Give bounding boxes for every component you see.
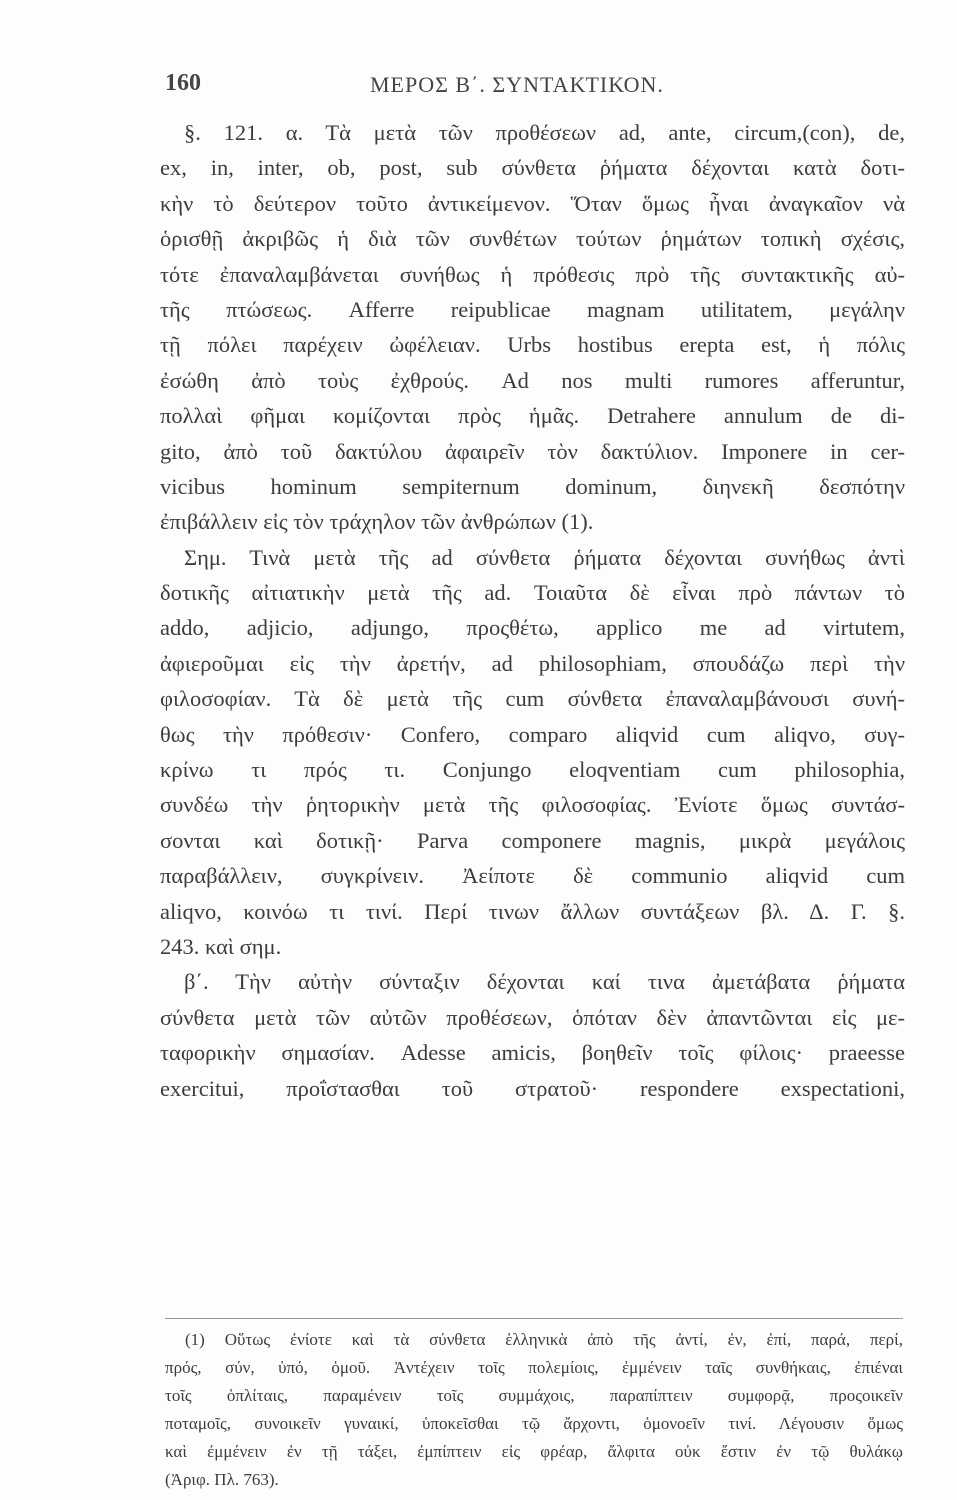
text-line: β΄. Τὴν αὐτὴν σύνταξιν δέχονται καί τινα ἀμετάβατα ῥήματα xyxy=(184,969,905,995)
text-line: 243. καὶ σημ. xyxy=(160,933,282,959)
text-line: τῇ πόλει παρέχειν ὠφέλειαν. Urbs hostibus erepta est, ἡ πόλις xyxy=(160,332,905,358)
text-line: δοτικῆς αἰτιατικὴν μετὰ τῆς ad. Τοιαῦτα δὲ εἶναι πρὸ πάντων τὸ xyxy=(160,580,905,606)
text-line: ἐσώθη ἀπὸ τοὺς ἐχθρούς. Ad nos multi rumores afferuntur, xyxy=(160,367,905,393)
footnote-line: ποταμοῖς, συνοικεῖν γυναικί, ὑποκεῖσθαι τῷ ἄρχοντι, ὁμονοεῖν τινί. Λέγουσιν ὅμως xyxy=(165,1414,903,1433)
text-line: ταφορικὴν σημασίαν. Adesse amicis, βοηθεῖν τοῖς φίλοις· praeesse xyxy=(160,1040,905,1066)
text-line: κὴν τὸ δεύτερον τοῦτο ἀντικείμενον. Ὅταν ὅμως ἦναι ἀναγκαῖον νὰ xyxy=(160,190,905,216)
text-line: addo, adjicio, adjungo, προςθέτω, applico me ad virtutem, xyxy=(160,615,905,641)
text-line: κρίνω τι πρός τι. Conjungo eloqventiam cum philosophia, xyxy=(160,757,905,783)
text-line: συνδέω τὴν ῥητορικὴν μετὰ τῆς φιλοσοφίας. Ἐνίοτε ὅμως συντάσ- xyxy=(160,792,905,818)
text-line: παραβάλλειν, συγκρίνειν. Ἀείποτε δὲ communio aliqvid cum xyxy=(160,863,905,889)
text-line: ὁρισθῇ ἀκριβῶς ἡ διὰ τῶν συνθέτων τούτων ῥημάτων τοπικὴ σχέσις, xyxy=(160,226,905,252)
text-line: σύνθετα μετὰ τῶν αὐτῶν προθέσεων, ὁπόταν δὲν ἀπαντῶνται εἰς με- xyxy=(160,1004,905,1030)
footnote-line: πρός, σύν, ὑπό, ὁμοῦ. Ἀντέχειν τοῖς πολεμίοις, ἐμμένειν ταῖς συνθήκαις, ἐπιέναι xyxy=(165,1358,903,1377)
running-head: ΜΕΡΟΣ Β΄. ΣΥΝΤΑΚΤΙΚΟΝ. xyxy=(370,72,664,97)
text-line: φιλοσοφίαν. Τὰ δὲ μετὰ τῆς cum σύνθετα ἐπαναλαμβάνουσι συνή- xyxy=(160,686,905,712)
text-line: θως τὴν πρόθεσιν· Confero, comparo aliqvid cum aliqvo, συγ- xyxy=(160,721,905,747)
text-line: §. 121. α. Τὰ μετὰ τῶν προθέσεων ad, ante, circum,(con), de, xyxy=(184,120,905,145)
text-line: τότε ἐπαναλαμβάνεται συνήθως ἡ πρόθεσις πρὸ τῆς συντακτικῆς αὐ- xyxy=(160,261,905,287)
footnotes xyxy=(165,1326,903,1494)
footnote-line: καὶ ἐμμένειν ἐν τῇ τάξει, ἐμπίπτειν εἰς φρέαρ, ἄλφιτα οὐκ ἔστιν ἐν τῷ θυλάκῳ xyxy=(165,1442,903,1461)
text-line: ex, in, inter, ob, post, sub σύνθετα ῥήματα δέχονται κατὰ δοτι- xyxy=(160,155,905,181)
page-header xyxy=(165,70,905,104)
text-line: ἐπιβάλλειν εἰς τὸν τράχηλον τῶν ἀνθρώπων (1). xyxy=(160,509,594,535)
text-line: ἀφιεροῦμαι εἰς τὴν ἀρετήν, ad philosophiam, σπουδάζω περὶ τὴν xyxy=(160,650,905,676)
text-line: Σημ. Τινὰ μετὰ τῆς ad σύνθετα ῥήματα δέχονται συνήθως ἀντὶ xyxy=(184,544,905,570)
text-line: πολλαὶ φῆμαι κομίζονται πρὸς ἡμᾶς. Detrahere annulum de di- xyxy=(160,403,905,429)
text-line: τῆς πτώσεως. Afferre reipublicae magnam utilitatem, μεγάλην xyxy=(160,296,905,322)
text-line: σονται καὶ δοτικῇ· Parva componere magnis, μικρὰ μεγάλοις xyxy=(160,827,905,853)
text-line: gito, ἀπὸ τοῦ δακτύλου ἀφαιρεῖν τὸν δακτύλιον. Imponere in cer- xyxy=(160,438,905,464)
footnote-line: τοῖς ὁπλίταις, παραμένειν τοῖς συμμάχοις, παραπίπτειν συμφορᾷ, προςοικεῖν xyxy=(165,1386,903,1405)
footnote-line: (1) Οὕτως ἐνίοτε καὶ τὰ σύνθετα ἑλληνικὰ ἀπὸ τῆς ἀντί, ἐν, ἐπί, παρά, περί, xyxy=(185,1330,903,1349)
text-line: aliqvo, κοινόω τι τινί. Περί τινων ἄλλων συντάξεων βλ. Δ. Γ. §. xyxy=(160,898,905,924)
text-line: vicibus hominum sempiternum dominum, διηνεκῆ δεσπότην xyxy=(160,473,905,499)
main-text xyxy=(160,115,905,1106)
text-line: exercitui, προΐστασθαι τοῦ στρατοῦ· respondere exspectationi, xyxy=(160,1075,905,1101)
footnote-line: (Ἀριφ. Πλ. 763). xyxy=(165,1470,279,1489)
footnote-divider xyxy=(165,1318,903,1319)
page-number: 160 xyxy=(165,70,201,96)
